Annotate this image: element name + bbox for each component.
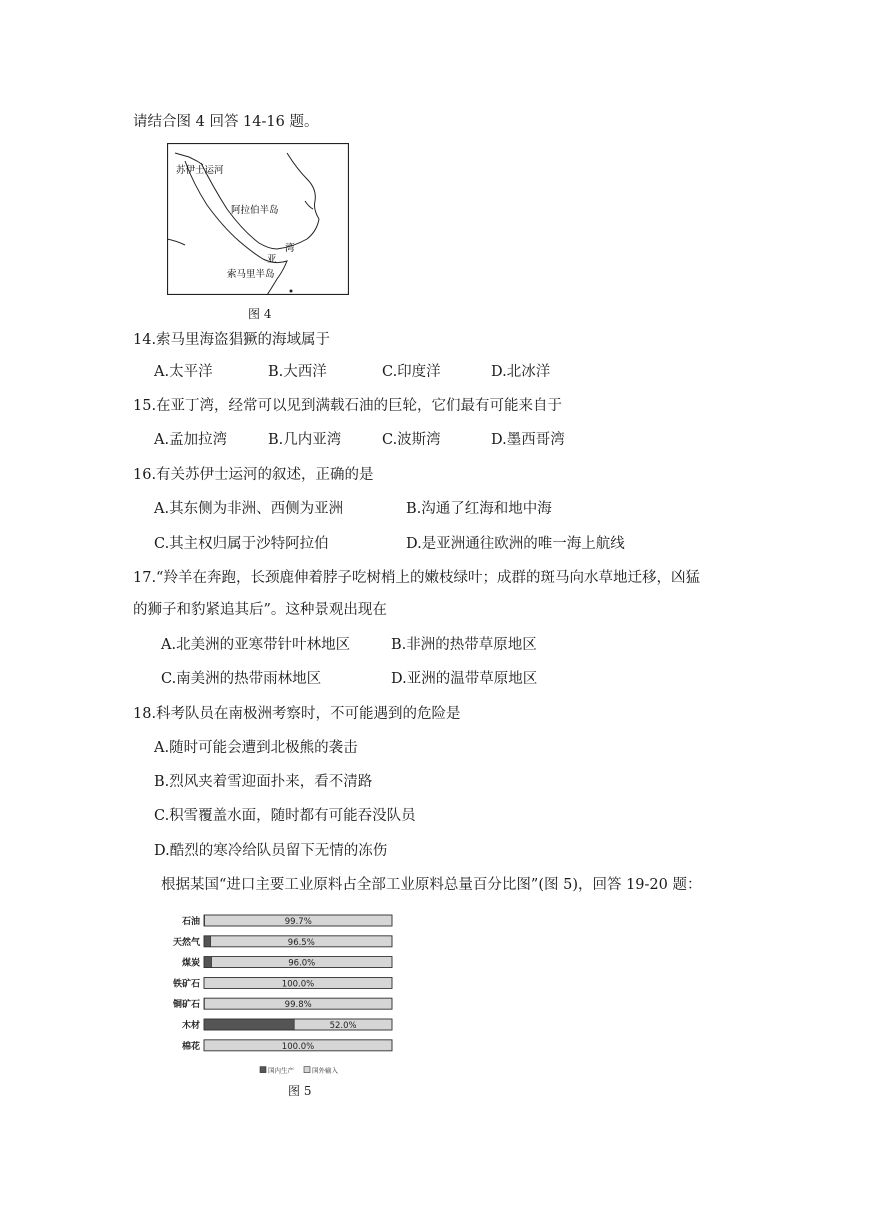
import-share-chart (158, 912, 408, 1077)
data-label: 99.7% (284, 917, 312, 927)
bar-domestic (204, 957, 212, 968)
data-label: 52.0% (329, 1021, 357, 1031)
legend-label: 国内生产 (268, 1066, 294, 1075)
legend-label: 国外输入 (312, 1066, 338, 1075)
category-label: 木材 (181, 1021, 200, 1031)
question-14-option-c: C.印度洋 (382, 364, 441, 380)
bar-domestic (204, 936, 211, 947)
question-15-stem: 15.在亚丁湾，经常可以见到满载石油的巨轮，它们最有可能来自于 (133, 398, 563, 414)
chart-caption: 图 5 (288, 1084, 312, 1098)
question-16-option-b: B.沟通了红海和地中海 (406, 501, 552, 517)
map-label-suez: 苏伊士运河 (176, 165, 224, 176)
category-label: 天然气 (172, 937, 200, 948)
data-label: 99.8% (284, 1000, 312, 1011)
category-label: 石油 (181, 917, 200, 927)
question-18-option-b: B.烈风夹着雪迎面扑来，看不清路 (154, 774, 373, 790)
map-figure-4 (167, 143, 349, 295)
question-16-option-a: A.其东侧为非洲、西侧为亚洲 (154, 501, 344, 517)
question-17-option-d: D.亚洲的温带草原地区 (391, 671, 538, 687)
bar-domestic (204, 1019, 294, 1030)
map-label-ya: 亚 (267, 254, 277, 265)
map-label-arabia: 阿拉伯半岛 (231, 205, 279, 216)
data-label: 96.5% (287, 937, 315, 948)
category-label: 铜矿石 (172, 1000, 200, 1011)
question-17-option-a: A.北美洲的亚寒带针叶林地区 (161, 637, 351, 653)
question-16-stem: 16.有关苏伊士运河的叙述，正确的是 (133, 467, 374, 483)
question-14-option-a: A.太平洋 (154, 364, 213, 380)
map-caption: 图 4 (248, 307, 272, 321)
data-label: 96.0% (288, 958, 316, 969)
question-14-option-b: B.大西洋 (268, 364, 327, 380)
question-15-option-a: A.孟加拉湾 (154, 432, 228, 448)
legend-swatch (260, 1067, 266, 1073)
map-intro: 请结合图 4 回答 14-16 题。 (133, 114, 319, 130)
category-label: 煤炭 (181, 958, 200, 969)
data-label: 100.0% (281, 979, 315, 990)
question-17-stem-line-1: 17.“羚羊在奔跑，长颈鹿伸着脖子吃树梢上的嫩枝绿叶；成群的斑马向水草地迁移，凶猛 (133, 570, 700, 586)
question-14-option-d: D.北冰洋 (491, 364, 551, 380)
chart-intro: 根据某国“进口主要工业原料占全部工业原料总量百分比图”(图 5)，回答 19-20 题： (161, 877, 702, 893)
question-15-option-b: B.几内亚湾 (268, 432, 342, 448)
question-15-option-c: C.波斯湾 (382, 432, 441, 448)
map-label-somalia: 索马里半岛 (227, 269, 275, 280)
data-label: 100.0% (281, 1041, 315, 1052)
question-18-option-a: A.随时可能会遭到北极熊的袭击 (154, 740, 358, 756)
question-15-option-d: D.墨西哥湾 (491, 432, 565, 448)
legend-swatch (304, 1067, 310, 1073)
question-17-stem-line-2: 的狮子和豹紧追其后”。这种景观出现在 (133, 602, 387, 618)
question-16-option-c: C.其主权归属于沙特阿拉伯 (154, 536, 329, 552)
category-label: 棉花 (181, 1041, 200, 1052)
question-17-option-c: C.南美洲的热带雨林地区 (161, 671, 322, 687)
question-14-stem: 14.索马里海盗猖獗的海域属于 (133, 332, 331, 348)
map-label-gulf: 湾 (285, 243, 295, 254)
question-18-option-d: D.酷烈的寒冷给队员留下无情的冻伤 (154, 843, 388, 859)
question-18-option-c: C.积雪覆盖水面，随时都有可能吞没队员 (154, 808, 416, 824)
category-label: 铁矿石 (172, 979, 200, 990)
question-18-stem: 18.科考队员在南极洲考察时，不可能遇到的危险是 (133, 706, 461, 722)
question-17-option-b: B.非洲的热带草原地区 (391, 637, 537, 653)
question-16-option-d: D.是亚洲通往欧洲的唯一海上航线 (406, 536, 625, 552)
